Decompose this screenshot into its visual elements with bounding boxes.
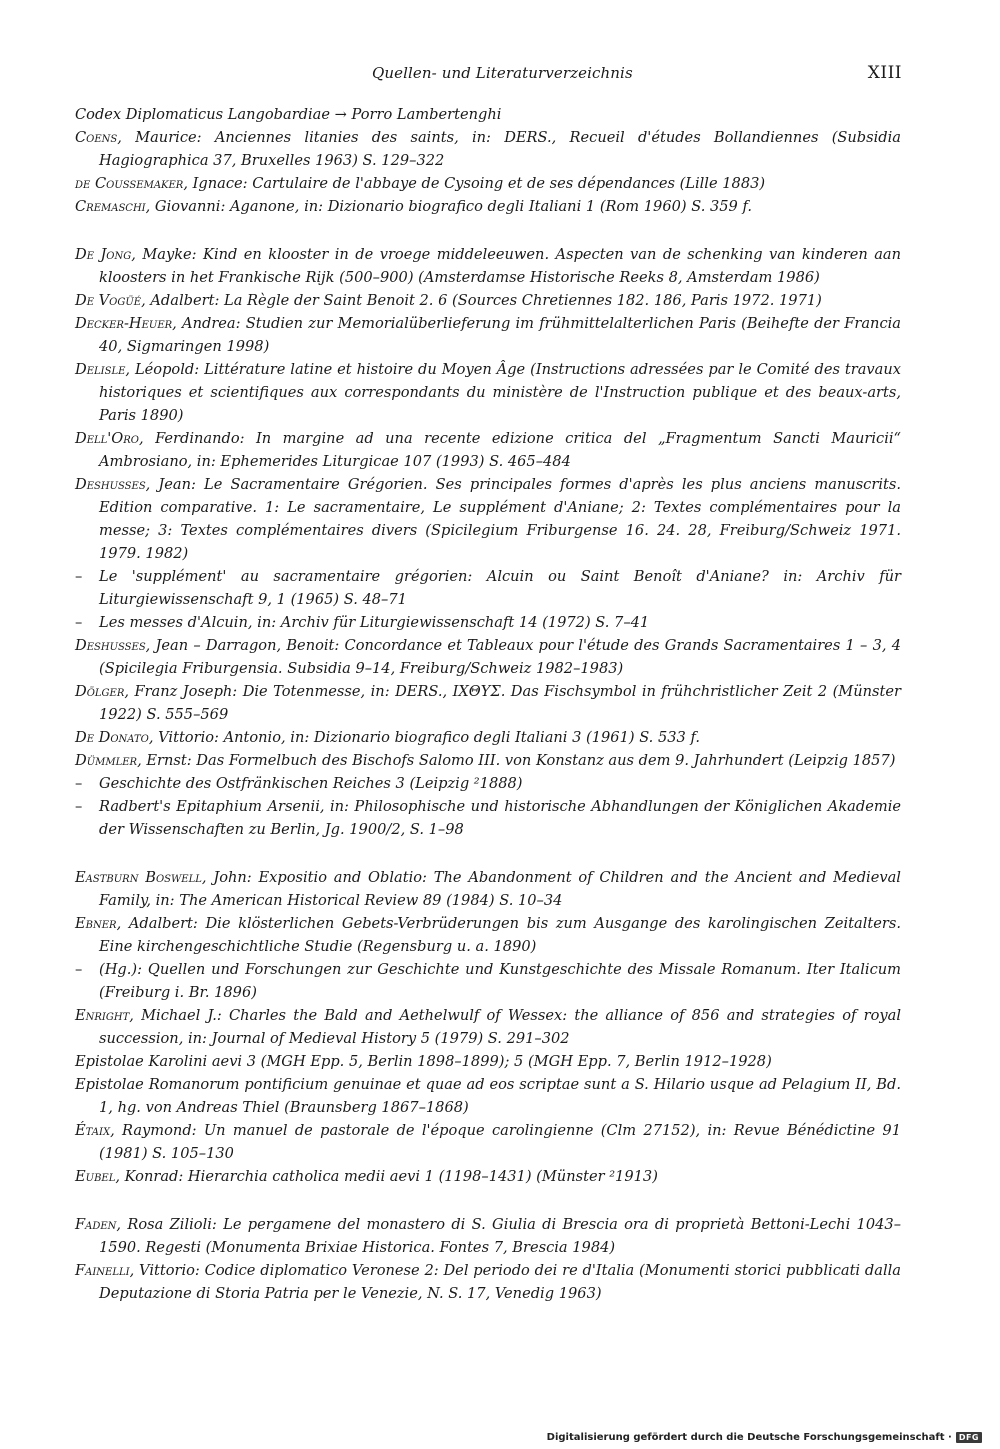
bibliography-entry bbox=[75, 958, 901, 1004]
entry-author: Enright, bbox=[75, 1007, 134, 1024]
page-number: XIII bbox=[867, 63, 902, 83]
bibliography-entry bbox=[75, 912, 901, 958]
entry-text: Le 'supplément' au sacramentaire grégorien: Alcuin ou Saint Benoît d'Aniane? in: Archiv für Liturgiewissenschaft 9, 1 (1965) S. 48–71 bbox=[99, 568, 901, 608]
entry-text: Vittorio: Antonio, in: Dizionario biografico degli Italiani 3 (1961) S. 533 f. bbox=[153, 729, 700, 746]
entry-author: Eastburn Boswell, bbox=[75, 869, 207, 886]
entry-author: Cremaschi, bbox=[75, 198, 151, 215]
entry-author: Dell'Oro, bbox=[75, 430, 144, 447]
entry-text: Raymond: Un manuel de pastorale de l'époque carolingienne (Clm 27152), in: Revue Bénédictine 91 (1981) S. 105–130 bbox=[99, 1122, 901, 1162]
bibliography-entry bbox=[75, 427, 901, 473]
entry-text: Giovanni: Aganone, in: Dizionario biografico degli Italiani 1 (Rom 1960) S. 359 f. bbox=[150, 198, 753, 215]
bibliography-entry bbox=[75, 866, 901, 912]
entry-text: Mayke: Kind en klooster in de vroege middeleeuwen. Aspecten van de schenking van kinderen aan kloosters in het Frankische Rijk (500–900) (Amsterdamse Historische Reeks 8, Amsterdam 1986) bbox=[99, 246, 901, 286]
entry-text: Geschichte des Ostfränkischen Reiches 3 (Leipzig ²1888) bbox=[99, 775, 523, 792]
bibliography-entry bbox=[75, 1213, 901, 1259]
footer bbox=[547, 1432, 982, 1443]
ibid-dash: – bbox=[75, 961, 83, 978]
bibliography-entry bbox=[75, 195, 901, 218]
ibid-dash: – bbox=[75, 614, 83, 631]
ibid-dash: – bbox=[75, 775, 83, 792]
bibliography-entry bbox=[75, 565, 901, 611]
entry-text: Konrad: Hierarchia catholica medii aevi 1 (1198–1431) (Münster ²1913) bbox=[120, 1168, 658, 1185]
bibliography-entry bbox=[75, 634, 901, 680]
entry-author: De Vogüé, bbox=[75, 292, 146, 309]
bibliography-entry bbox=[75, 749, 901, 772]
footer-credit: Digitalisierung gefördert durch die Deutsche Forschungsgemeinschaft · bbox=[546, 1432, 952, 1443]
entry-author: de Coussemaker, bbox=[75, 175, 188, 192]
entry-author: Fainelli, bbox=[75, 1262, 135, 1279]
page-header bbox=[0, 64, 1000, 88]
entry-author: Faden, bbox=[75, 1216, 122, 1233]
entry-author: Étaix, bbox=[75, 1122, 115, 1139]
entry-text: Michael J.: Charles the Bald and Aethelwulf of Wessex: the alliance of 856 and strategies of royal succession, in: Journal of Medieval History 5 (1979) S. 291–302 bbox=[99, 1007, 901, 1047]
entry-author: De Jong, bbox=[75, 246, 136, 263]
entry-text: Epistolae Romanorum pontificium genuinae et quae ad eos scriptae sunt a S. Hilario usque ad Pelagium II, Bd. 1, hg. von Andreas Thiel (Braunsberg 1867–1868) bbox=[75, 1076, 901, 1116]
entry-author: Eubel, bbox=[75, 1168, 121, 1185]
entry-text: Ignace: Cartulaire de l'abbaye de Cysoing et de ses dépendances (Lille 1883) bbox=[187, 175, 766, 192]
entry-author: Deshusses, bbox=[75, 637, 151, 654]
bibliography-entry bbox=[75, 126, 901, 172]
entry-text: Andrea: Studien zur Memorialüberlieferung im frühmittelalterlichen Paris (Beihefte der Francia 40, Sigmaringen 1998) bbox=[99, 315, 901, 355]
bibliography-entry bbox=[75, 1050, 901, 1073]
entry-text: Ferdinando: In margine ad una recente edizione critica del „Fragmentum Sancti Mauricii“ Ambrosiano, in: Ephemerides Liturgicae 107 (1993) S. 465–484 bbox=[99, 430, 901, 470]
entry-author: Delisle, bbox=[75, 361, 131, 378]
bibliography-entry bbox=[75, 358, 901, 427]
entry-author: De Donato, bbox=[75, 729, 154, 746]
entry-author: Dölger, bbox=[75, 683, 129, 700]
entry-author: Deshusses, bbox=[75, 476, 151, 493]
entry-text: Franz Joseph: Die Totenmesse, in: DERS., ΙΧΘΥΣ. Das Fischsymbol in frühchristlicher Zeit 2 (Münster 1922) S. 555–569 bbox=[99, 683, 901, 723]
entry-text: Epistolae Karolini aevi 3 (MGH Epp. 5, Berlin 1898–1899); 5 (MGH Epp. 7, Berlin 1912–1928) bbox=[75, 1053, 772, 1070]
entry-text: Vittorio: Codice diplomatico Veronese 2: Del periodo dei re d'Italia (Monumenti storici pubblicati dalla Deputazione di Storia Patria per le Venezie, N. S. 17, Venedig 1963) bbox=[99, 1262, 901, 1302]
entry-text: John: Expositio and Oblatio: The Abandonment of Children and the Ancient and Medieval Family, in: The American Historical Review 89 (1984) S. 10–34 bbox=[99, 869, 901, 909]
bibliography-entry bbox=[75, 289, 901, 312]
entry-text: Rosa Zilioli: Le pergamene del monastero di S. Giulia di Brescia ora di proprietà Bettoni-Lechi 1043–1590. Regesti (Monumenta Brixiae Historica. Fontes 7, Brescia 1984) bbox=[99, 1216, 901, 1256]
entry-text: Maurice: Anciennes litanies des saints, in: DERS., Recueil d'études Bollandiennes (Subsidia Hagiographica 37, Bruxelles 1963) S. 129–322 bbox=[99, 129, 901, 169]
entry-text: Jean – Darragon, Benoit: Concordance et Tableaux pour l'étude des Grands Sacramentaires 1 – 3, 4 (Spicilegia Friburgensia. Subsidia 9–14, Freiburg/Schweiz 1982–1983) bbox=[99, 637, 901, 677]
bibliography-entry bbox=[75, 1073, 901, 1119]
bibliography-entry bbox=[75, 103, 901, 126]
dfg-logo-icon: DFG bbox=[956, 1432, 982, 1443]
entry-text: (Hg.): Quellen und Forschungen zur Geschichte und Kunstgeschichte des Missale Romanum. Iter Italicum (Freiburg i. Br. 1896) bbox=[99, 961, 901, 1001]
bibliography-entry bbox=[75, 795, 901, 841]
entry-author: Dümmler, bbox=[75, 752, 142, 769]
bibliography-entry bbox=[75, 1259, 901, 1305]
bibliography-entry bbox=[75, 312, 901, 358]
bibliography-entry bbox=[75, 243, 901, 289]
bibliography-list bbox=[75, 103, 901, 1305]
entry-author: Ebner, bbox=[75, 915, 122, 932]
entry-text: Léopold: Littérature latine et histoire du Moyen Âge (Instructions adressées par le Comité des travaux historiques et scientifiques aux correspondants du ministère de l'Instruction publique et des beaux-arts, Paris 1890) bbox=[99, 361, 901, 424]
entry-author: Decker-Heuer, bbox=[75, 315, 177, 332]
ibid-dash: – bbox=[75, 798, 83, 815]
entry-text: Codex Diplomaticus Langobardiae → Porro Lambertenghi bbox=[75, 106, 502, 123]
entry-text: Les messes d'Alcuin, in: Archiv für Liturgiewissenschaft 14 (1972) S. 7–41 bbox=[99, 614, 650, 631]
ibid-dash: – bbox=[75, 568, 83, 585]
entry-author: Coens, bbox=[75, 129, 122, 146]
bibliography-entry bbox=[75, 611, 901, 634]
bibliography-entry bbox=[75, 473, 901, 565]
running-title: Quellen- und Literaturverzeichnis bbox=[372, 64, 633, 82]
entry-text: Ernst: Das Formelbuch des Bischofs Salomo III. von Konstanz aus dem 9. Jahrhundert (Leipzig 1857) bbox=[141, 752, 896, 769]
bibliography-entry bbox=[75, 680, 901, 726]
entry-text: Adalbert: La Règle der Saint Benoit 2. 6 (Sources Chretiennes 182. 186, Paris 1972. 1971) bbox=[145, 292, 822, 309]
entry-text: Jean: Le Sacramentaire Grégorien. Ses principales formes d'après les plus anciens manuscrits. Edition comparative. 1: Le sacramentaire, Le supplément d'Aniane; 2: Textes complémentaires pour la messe; 3: Textes complémentaires divers (Spicilegium Friburgense 16. 24. 28, Freiburg/Schweiz 1971. 1979. 1982) bbox=[99, 476, 901, 562]
entry-text: Radbert's Epitaphium Arsenii, in: Philosophische und historische Abhandlungen der Königlichen Akademie der Wissenschaften zu Berlin, Jg. 1900/2, S. 1–98 bbox=[99, 798, 901, 838]
entry-text: Adalbert: Die klösterlichen Gebets-Verbrüderungen bis zum Ausgange des karolingischen Zeitalters. Eine kirchengeschichtliche Studie (Regensburg u. a. 1890) bbox=[99, 915, 901, 955]
bibliography-entry bbox=[75, 1165, 901, 1188]
bibliography-entry bbox=[75, 172, 901, 195]
bibliography-entry bbox=[75, 1004, 901, 1050]
bibliography-entry bbox=[75, 1119, 901, 1165]
bibliography-entry bbox=[75, 726, 901, 749]
bibliography-entry bbox=[75, 772, 901, 795]
